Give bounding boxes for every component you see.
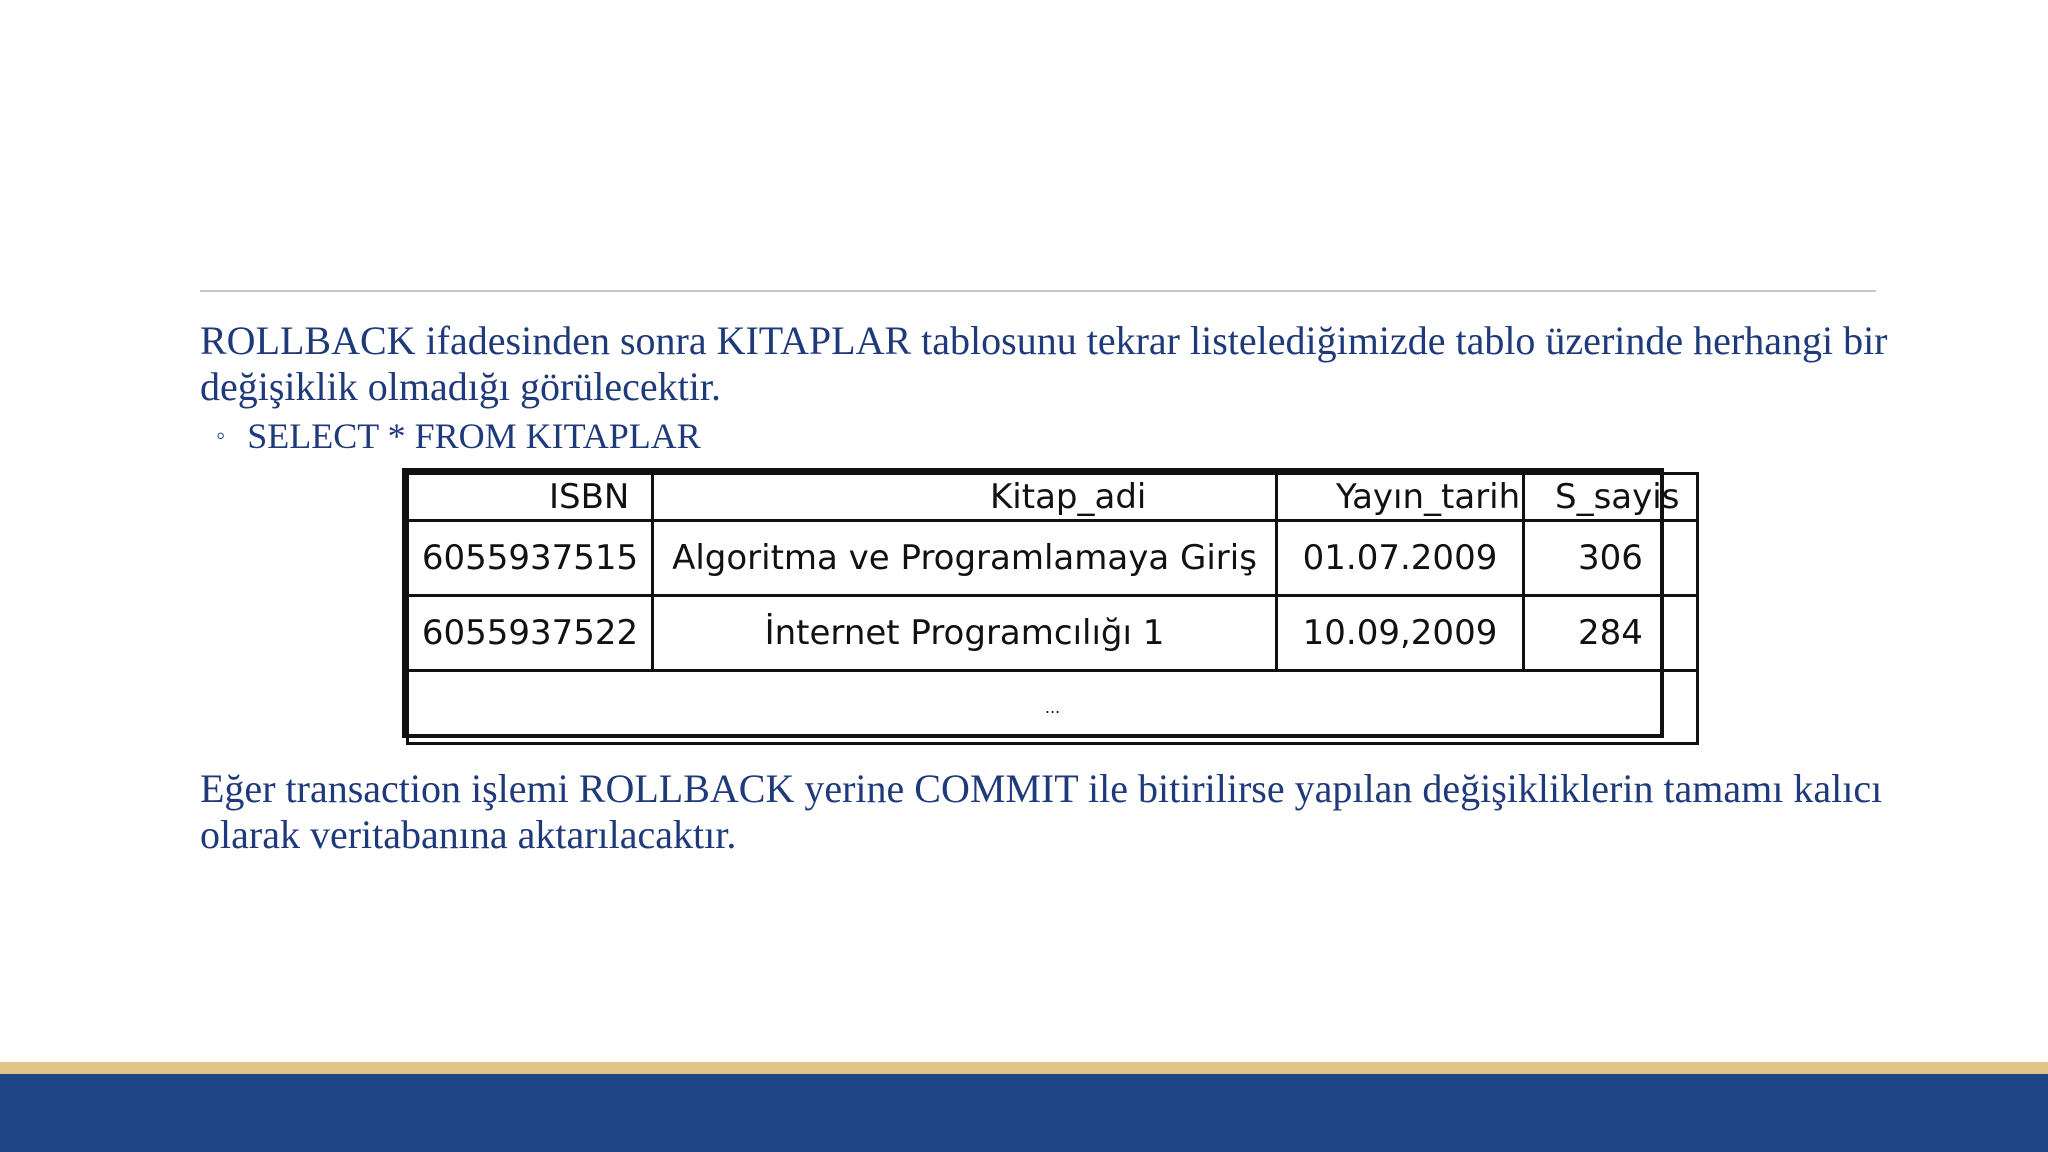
paragraph-commit: Eğer transaction işlemi ROLLBACK yerine COMMIT ile bitirilirse yapılan değişikliklerin tamamı kalıcı olarak veritabanına aktarılacaktır. — [200, 766, 1883, 857]
footer-blue-band — [0, 1074, 2048, 1152]
bullet-circle-icon: ◦ — [216, 421, 226, 450]
table-header-row — [408, 474, 1698, 521]
cell-s-sayis: 284 — [1524, 596, 1698, 671]
bullet-text: SELECT * FROM KITAPLAR — [247, 416, 701, 456]
header-kitap-adi: Kitap_adi — [653, 474, 1277, 521]
cell-s-sayis: 306 — [1524, 521, 1698, 596]
paragraph-rollback: ROLLBACK ifadesinden sonra KITAPLAR tablosunu tekrar listelediğimizde tablo üzerinde herhangi bir değişiklik olmadığı görülecektir. — [200, 318, 1888, 409]
kitaplar-table-image — [402, 468, 1680, 738]
footer-gold-stripe — [0, 1062, 2048, 1074]
table-ellipsis-row — [408, 671, 1698, 744]
cell-isbn: 6055937522 — [408, 596, 653, 671]
header-yayin-tarih: Yayın_tarih — [1277, 474, 1524, 521]
table-row — [408, 521, 1698, 596]
table-row — [408, 596, 1698, 671]
cell-isbn: 6055937515 — [408, 521, 653, 596]
kitaplar-table — [406, 472, 1699, 745]
header-s-sayis: S_sayis — [1524, 474, 1698, 521]
title-divider — [200, 290, 1876, 292]
bullet-select-query — [216, 414, 701, 458]
cell-kitap-adi: İnternet Programcılığı 1 — [653, 596, 1277, 671]
cell-kitap-adi: Algoritma ve Programlamaya Giriş — [653, 521, 1277, 596]
cell-yayin-tarih: 01.07.2009 — [1277, 521, 1524, 596]
cell-ellipsis: ... — [408, 671, 1698, 744]
cell-yayin-tarih: 10.09,2009 — [1277, 596, 1524, 671]
header-isbn: ISBN — [408, 474, 653, 521]
